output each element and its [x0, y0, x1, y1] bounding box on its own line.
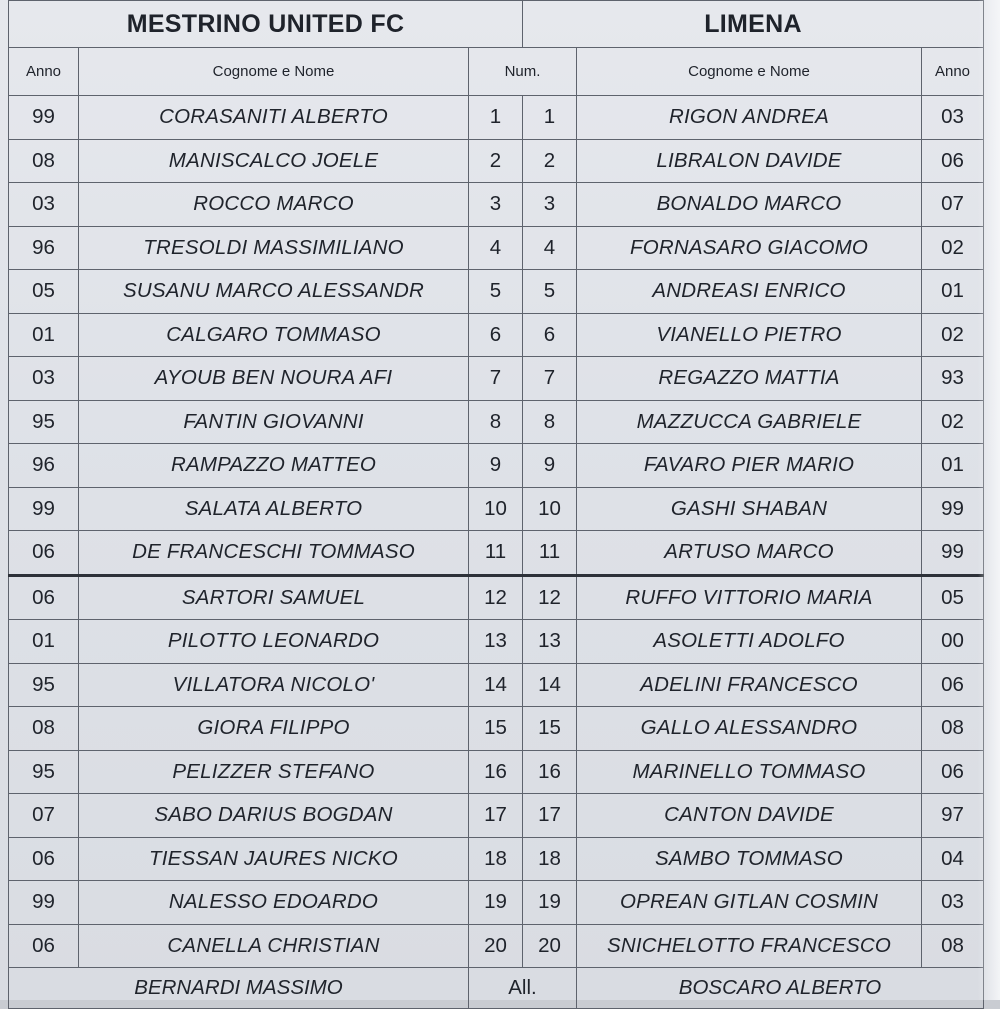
home-player-name: SALATA ALBERTO: [79, 487, 469, 531]
home-player-name: ROCCO MARCO: [79, 183, 469, 227]
away-shirt-number: 9: [523, 444, 577, 488]
away-birth-year: 05: [922, 575, 984, 620]
home-shirt-number: 20: [469, 924, 523, 968]
home-birth-year: 07: [9, 794, 79, 838]
home-shirt-number: 15: [469, 707, 523, 751]
away-player-name: ANDREASI ENRICO: [577, 270, 922, 314]
home-birth-year: 06: [9, 531, 79, 576]
home-player-name: SABO DARIUS BOGDAN: [79, 794, 469, 838]
away-player-name: FORNASARO GIACOMO: [577, 226, 922, 270]
away-shirt-number: 4: [523, 226, 577, 270]
away-shirt-number: 14: [523, 663, 577, 707]
substitute-row: [9, 794, 984, 838]
home-player-name: DE FRANCESCHI TOMMASO: [79, 531, 469, 576]
starter-row: [9, 357, 984, 401]
away-shirt-number: 20: [523, 924, 577, 968]
home-shirt-number: 18: [469, 837, 523, 881]
away-birth-year: 01: [922, 270, 984, 314]
away-shirt-number: 15: [523, 707, 577, 751]
away-birth-year: 03: [922, 881, 984, 925]
home-player-name: PELIZZER STEFANO: [79, 750, 469, 794]
away-shirt-number: 5: [523, 270, 577, 314]
substitute-row: [9, 750, 984, 794]
starter-row: [9, 270, 984, 314]
away-birth-year: 06: [922, 663, 984, 707]
substitute-row: [9, 881, 984, 925]
away-birth-year: 04: [922, 837, 984, 881]
away-birth-year: 97: [922, 794, 984, 838]
away-shirt-number: 1: [523, 96, 577, 140]
away-player-name: REGAZZO MATTIA: [577, 357, 922, 401]
home-birth-year: 06: [9, 837, 79, 881]
substitute-row: [9, 620, 984, 664]
away-player-name: VIANELLO PIETRO: [577, 313, 922, 357]
away-coach-name: BOSCARO ALBERTO: [577, 968, 984, 1009]
home-birth-year: 01: [9, 313, 79, 357]
away-birth-year: 07: [922, 183, 984, 227]
away-birth-year: 06: [922, 139, 984, 183]
home-birth-year: 01: [9, 620, 79, 664]
home-shirt-number: 1: [469, 96, 523, 140]
home-shirt-number: 3: [469, 183, 523, 227]
substitute-row: [9, 837, 984, 881]
away-player-name: GALLO ALESSANDRO: [577, 707, 922, 751]
home-birth-year: 05: [9, 270, 79, 314]
away-shirt-number: 17: [523, 794, 577, 838]
home-shirt-number: 14: [469, 663, 523, 707]
substitute-row: [9, 663, 984, 707]
away-team-name: LIMENA: [523, 1, 984, 48]
home-birth-year: 06: [9, 575, 79, 620]
away-birth-year: 03: [922, 96, 984, 140]
home-player-name: MANISCALCO JOELE: [79, 139, 469, 183]
away-birth-year: 99: [922, 531, 984, 576]
header-number: Num.: [469, 48, 577, 96]
home-shirt-number: 7: [469, 357, 523, 401]
away-shirt-number: 19: [523, 881, 577, 925]
home-player-name: NALESSO EDOARDO: [79, 881, 469, 925]
home-shirt-number: 8: [469, 400, 523, 444]
home-player-name: FANTIN GIOVANNI: [79, 400, 469, 444]
home-player-name: AYOUB BEN NOURA AFI: [79, 357, 469, 401]
home-player-name: CORASANITI ALBERTO: [79, 96, 469, 140]
away-player-name: MAZZUCCA GABRIELE: [577, 400, 922, 444]
away-shirt-number: 12: [523, 575, 577, 620]
header-name-home: Cognome e Nome: [79, 48, 469, 96]
coach-label: All.: [469, 968, 577, 1009]
starter-row: [9, 531, 984, 576]
column-header-row: [9, 48, 984, 96]
away-player-name: BONALDO MARCO: [577, 183, 922, 227]
home-shirt-number: 12: [469, 575, 523, 620]
away-shirt-number: 11: [523, 531, 577, 576]
home-team-name: MESTRINO UNITED FC: [9, 1, 523, 48]
home-shirt-number: 10: [469, 487, 523, 531]
home-player-name: TRESOLDI MASSIMILIANO: [79, 226, 469, 270]
away-player-name: SAMBO TOMMASO: [577, 837, 922, 881]
home-birth-year: 03: [9, 183, 79, 227]
away-birth-year: 06: [922, 750, 984, 794]
away-shirt-number: 3: [523, 183, 577, 227]
away-birth-year: 01: [922, 444, 984, 488]
home-birth-year: 96: [9, 444, 79, 488]
home-birth-year: 99: [9, 881, 79, 925]
away-player-name: MARINELLO TOMMASO: [577, 750, 922, 794]
away-player-name: ARTUSO MARCO: [577, 531, 922, 576]
away-player-name: FAVARO PIER MARIO: [577, 444, 922, 488]
away-birth-year: 02: [922, 400, 984, 444]
home-shirt-number: 6: [469, 313, 523, 357]
home-shirt-number: 17: [469, 794, 523, 838]
home-shirt-number: 4: [469, 226, 523, 270]
home-birth-year: 03: [9, 357, 79, 401]
starter-row: [9, 400, 984, 444]
substitute-row: [9, 924, 984, 968]
header-year-away: Anno: [922, 48, 984, 96]
away-birth-year: 99: [922, 487, 984, 531]
away-player-name: ASOLETTI ADOLFO: [577, 620, 922, 664]
home-birth-year: 95: [9, 400, 79, 444]
away-player-name: SNICHELOTTO FRANCESCO: [577, 924, 922, 968]
away-birth-year: 93: [922, 357, 984, 401]
away-birth-year: 02: [922, 226, 984, 270]
substitute-row: [9, 575, 984, 620]
home-birth-year: 06: [9, 924, 79, 968]
away-player-name: LIBRALON DAVIDE: [577, 139, 922, 183]
home-player-name: SUSANU MARCO ALESSANDR: [79, 270, 469, 314]
away-player-name: ADELINI FRANCESCO: [577, 663, 922, 707]
away-player-name: RIGON ANDREA: [577, 96, 922, 140]
starter-row: [9, 183, 984, 227]
away-player-name: RUFFO VITTORIO MARIA: [577, 575, 922, 620]
home-player-name: CANELLA CHRISTIAN: [79, 924, 469, 968]
starter-row: [9, 444, 984, 488]
header-year-home: Anno: [9, 48, 79, 96]
home-birth-year: 99: [9, 96, 79, 140]
away-player-name: CANTON DAVIDE: [577, 794, 922, 838]
starter-row: [9, 313, 984, 357]
away-shirt-number: 6: [523, 313, 577, 357]
home-player-name: CALGARO TOMMASO: [79, 313, 469, 357]
home-birth-year: 99: [9, 487, 79, 531]
home-birth-year: 96: [9, 226, 79, 270]
home-birth-year: 08: [9, 139, 79, 183]
away-shirt-number: 18: [523, 837, 577, 881]
coaches-row: [9, 968, 984, 1009]
starter-row: [9, 226, 984, 270]
away-player-name: OPREAN GITLAN COSMIN: [577, 881, 922, 925]
home-shirt-number: 9: [469, 444, 523, 488]
home-shirt-number: 19: [469, 881, 523, 925]
away-shirt-number: 7: [523, 357, 577, 401]
starter-row: [9, 139, 984, 183]
team-names-row: [9, 1, 984, 48]
away-birth-year: 02: [922, 313, 984, 357]
home-player-name: SARTORI SAMUEL: [79, 575, 469, 620]
starter-row: [9, 96, 984, 140]
home-coach-name: BERNARDI MASSIMO: [9, 968, 469, 1009]
starter-row: [9, 487, 984, 531]
away-shirt-number: 8: [523, 400, 577, 444]
home-player-name: TIESSAN JAURES NICKO: [79, 837, 469, 881]
home-player-name: RAMPAZZO MATTEO: [79, 444, 469, 488]
away-shirt-number: 2: [523, 139, 577, 183]
away-birth-year: 00: [922, 620, 984, 664]
home-player-name: GIORA FILIPPO: [79, 707, 469, 751]
substitute-row: [9, 707, 984, 751]
home-shirt-number: 5: [469, 270, 523, 314]
away-shirt-number: 10: [523, 487, 577, 531]
away-birth-year: 08: [922, 707, 984, 751]
home-player-name: VILLATORA NICOLO': [79, 663, 469, 707]
away-player-name: GASHI SHABAN: [577, 487, 922, 531]
home-shirt-number: 16: [469, 750, 523, 794]
home-player-name: PILOTTO LEONARDO: [79, 620, 469, 664]
away-shirt-number: 16: [523, 750, 577, 794]
home-birth-year: 08: [9, 707, 79, 751]
header-name-away: Cognome e Nome: [577, 48, 922, 96]
home-shirt-number: 13: [469, 620, 523, 664]
away-shirt-number: 13: [523, 620, 577, 664]
home-birth-year: 95: [9, 663, 79, 707]
home-shirt-number: 11: [469, 531, 523, 576]
home-shirt-number: 2: [469, 139, 523, 183]
home-birth-year: 95: [9, 750, 79, 794]
lineup-table: [8, 0, 984, 1009]
away-birth-year: 08: [922, 924, 984, 968]
